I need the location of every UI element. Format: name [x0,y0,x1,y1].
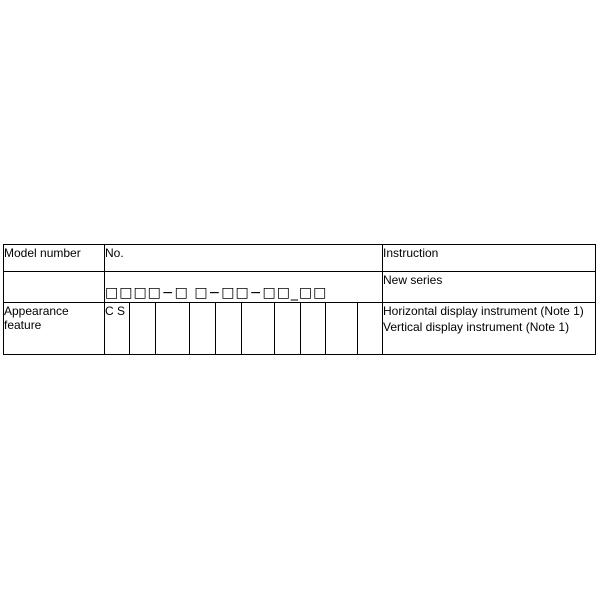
appearance-code-cell [105,303,383,355]
instruction-vertical: Vertical display instrument (Note 1) [383,320,570,334]
code-divider [241,303,242,355]
model-code-pattern-cell [105,272,383,303]
model-number-header: Model number [4,245,105,272]
code-divider [129,303,130,355]
code-divider [189,303,190,355]
model-code-pattern: □□□□−□ □−□□−□□_□□ [105,285,328,301]
no-header: No. [105,245,383,272]
code-divider [155,303,156,355]
appearance-chars: C S [105,304,126,318]
appearance-feature-label: Appearance feature [4,303,105,355]
instruction-details-cell [383,303,596,355]
instruction-horizontal: Horizontal display instrument (Note 1) [383,304,584,318]
code-divider [215,303,216,355]
blank-label-cell [4,272,105,303]
instruction-header: Instruction [383,245,596,272]
code-divider [274,303,275,355]
code-divider [300,303,301,355]
code-divider [357,303,358,355]
code-divider [325,303,326,355]
new-series-cell: New series [383,272,596,303]
